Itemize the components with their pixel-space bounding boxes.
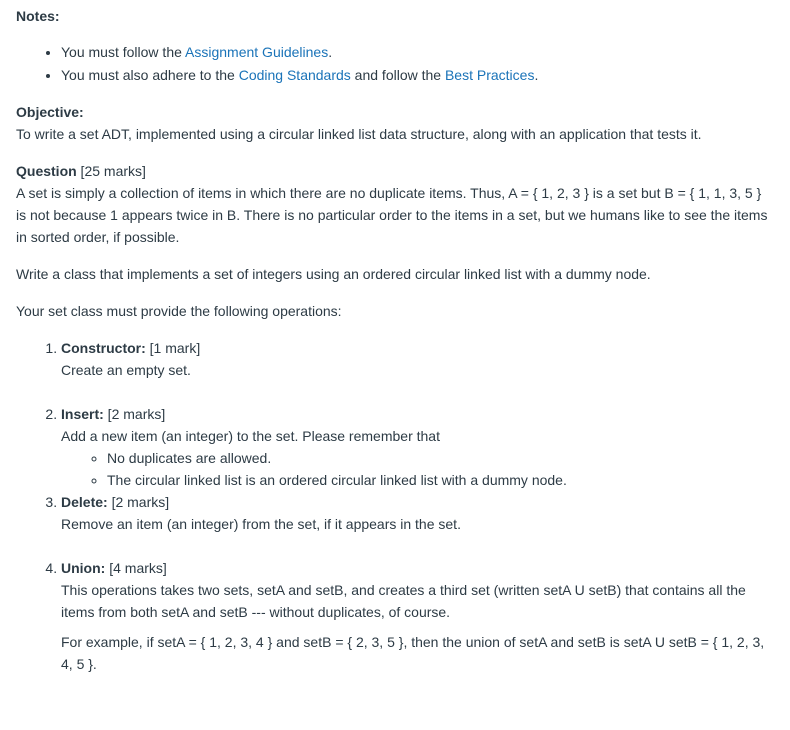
best-practices-link[interactable]: Best Practices xyxy=(444,67,535,83)
notes-item-text: and follow the xyxy=(350,67,445,83)
notes-item-text: . xyxy=(534,67,539,83)
operation-name: Constructor: xyxy=(61,340,146,356)
question-paragraph-2: Write a class that implements a set of integers using an ordered circular linked list with a dummy node. xyxy=(16,266,651,282)
question-marks: [25 marks] xyxy=(76,163,146,179)
operation-description: Add a new item (an integer) to the set. Please remember that xyxy=(61,428,440,444)
operation-description: Create an empty set. xyxy=(61,362,191,378)
question-heading-line xyxy=(16,160,774,182)
operations-list xyxy=(16,337,774,675)
notes-item-text: You must follow the xyxy=(61,44,186,60)
operation-description: This operations takes two sets, setA and setB, and creates a third set (written setA U setB) that contains all the items from both setA and setB --- without duplicates, of course. xyxy=(61,582,746,620)
notes-heading: Notes: xyxy=(16,8,60,24)
union-example: For example, if setA = { 1, 2, 3, 4 } and setB = { 2, 3, 5 }, then the union of setA and setB is setA U setB = { 1, 2, 3, 4, 5 }. xyxy=(61,634,765,672)
notes-item-text: You must also adhere to the xyxy=(61,67,239,83)
operation-marks: [4 marks] xyxy=(105,560,167,576)
operation-name: Insert: xyxy=(61,406,104,422)
notes-item-text: . xyxy=(328,44,333,60)
notes-item-guidelines xyxy=(61,41,774,64)
operation-marks: [1 mark] xyxy=(145,340,201,356)
operation-marks: [2 marks] xyxy=(107,494,170,510)
coding-standards-link[interactable]: Coding Standards xyxy=(238,67,351,83)
objective-heading: Objective: xyxy=(16,104,84,120)
operation-constructor xyxy=(61,337,774,381)
operation-union xyxy=(61,557,774,675)
assignment-guidelines-link[interactable]: Assignment Guidelines xyxy=(185,44,329,60)
operation-marks: [2 marks] xyxy=(103,406,166,422)
question-heading: Question xyxy=(16,163,77,179)
operation-delete xyxy=(61,491,774,535)
operation-description: Remove an item (an integer) from the set, if it appears in the set. xyxy=(61,516,461,532)
insert-rule-item: ◦ The circular linked list is an ordered circular linked list with a dummy node. xyxy=(107,469,774,491)
objective-text: To write a set ADT, implemented using a circular linked list data structure, along with an application that tests it. xyxy=(16,126,702,142)
notes-list xyxy=(16,41,774,87)
insert-rules-list xyxy=(61,447,774,491)
question-paragraph-1: A set is simply a collection of items in which there are no duplicate items. Thus, A = { 1, 2, 3 } is a set but B = { 1, 1, 3, 5 } is not because 1 appears twice in B. There is no particular order to the items in a set, but we humans like to see the items in sorted order, if possible. xyxy=(16,185,768,245)
notes-item-standards xyxy=(61,64,774,87)
operation-name: Delete: xyxy=(61,494,108,510)
operation-insert xyxy=(61,403,774,491)
operation-name: Union: xyxy=(61,560,106,576)
insert-rule-item: ◦ No duplicates are allowed. xyxy=(107,447,774,469)
question-paragraph-3: Your set class must provide the following operations: xyxy=(16,303,342,319)
